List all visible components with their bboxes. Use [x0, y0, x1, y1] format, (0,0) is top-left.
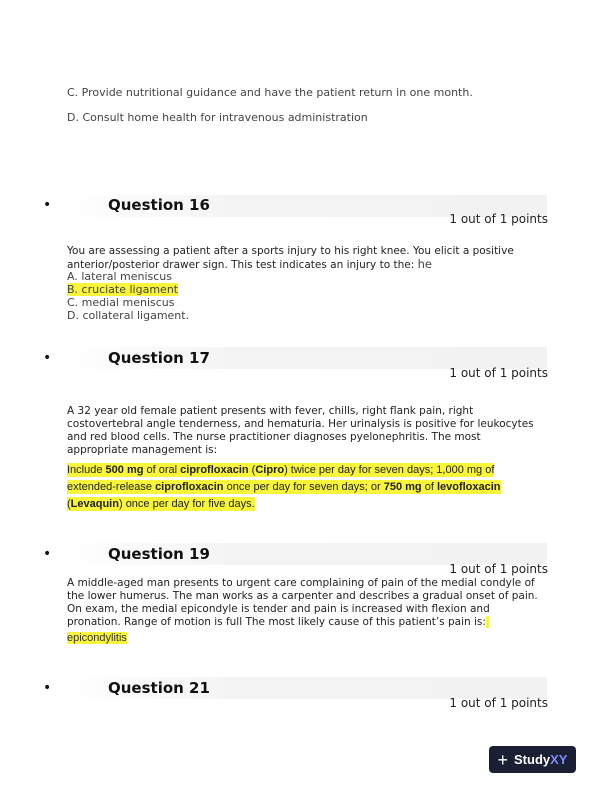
question-title: Question 16	[108, 196, 210, 214]
option-c: C. Provide nutritional guidance and have the patient return in one month.	[67, 86, 473, 99]
studyxy-logo-badge[interactable]	[489, 746, 576, 773]
selected-answer-highlight: B. cruciate ligament	[67, 283, 179, 296]
brand-name: StudyXY	[514, 752, 568, 767]
stem-line: A 32 year old female patient presents with fever, chills, right flank pain, right	[67, 405, 474, 417]
list-bullet: •	[43, 350, 52, 366]
option-d: D. Consult home health for intravenous administration	[67, 111, 368, 124]
answer-text	[67, 626, 127, 645]
answer-option-selected	[67, 283, 178, 296]
question-title: Question 19	[108, 545, 210, 563]
answer-text	[67, 462, 547, 513]
selected-answer-highlight: epicondylitis	[67, 632, 127, 644]
answer-option: C. medial meniscus	[67, 296, 175, 309]
stem-line: You are assessing a patient after a sports injury to his right knee. You elicit a positive	[67, 245, 514, 257]
question-points: 1 out of 1 points	[449, 696, 548, 710]
answer-option: A. lateral meniscus	[67, 270, 173, 283]
answer-option: D. collateral ligament.	[67, 309, 190, 322]
stem-line: the lower humerus. The man works as a carpenter and describes a gradual onset of pain.	[67, 590, 538, 602]
question-stem	[67, 405, 547, 457]
list-bullet: •	[43, 680, 52, 696]
stem-line: A middle-aged man presents to urgent care complaining of pain of the medial condyle of	[67, 577, 535, 589]
stem-line: appropriate management is:	[67, 444, 218, 456]
question-title: Question 17	[108, 349, 210, 367]
stem-text: anterior/posterior drawer sign. This test indicates an injury to the:	[67, 259, 415, 271]
answer-line: extended-release ciprofloxacin once per day for seven days; or 750 mg of levofloxacin	[67, 481, 501, 493]
stem-line: costovertebral angle tenderness, and hematuria. Her urinalysis is positive for leukocytes	[67, 418, 534, 430]
stem-line: On exam, the medial epicondyle is tender and pain is increased with flexion and	[67, 603, 490, 615]
list-bullet: •	[43, 197, 52, 213]
plus-icon: +	[497, 749, 509, 770]
stem-line: pronation. Range of motion is full The most likely cause of this patient’s pain is:	[67, 616, 547, 629]
question-points: 1 out of 1 points	[449, 366, 548, 380]
question-points: 1 out of 1 points	[449, 562, 548, 576]
list-bullet: •	[43, 546, 52, 562]
stem-line: and red blood cells. The nurse practitioner diagnoses pyelonephritis. The most	[67, 431, 481, 443]
question-stem	[67, 245, 547, 272]
answer-line: Include 500 mg of oral ciprofloxacin (Cipro) twice per day for seven days; 1,000 mg of	[67, 464, 495, 476]
stem-suffix: he	[417, 257, 432, 271]
question-stem	[67, 577, 547, 629]
question-points: 1 out of 1 points	[449, 212, 548, 226]
answer-line: (Levaquin) once per day for five days.	[67, 498, 255, 510]
question-title: Question 21	[108, 679, 210, 697]
